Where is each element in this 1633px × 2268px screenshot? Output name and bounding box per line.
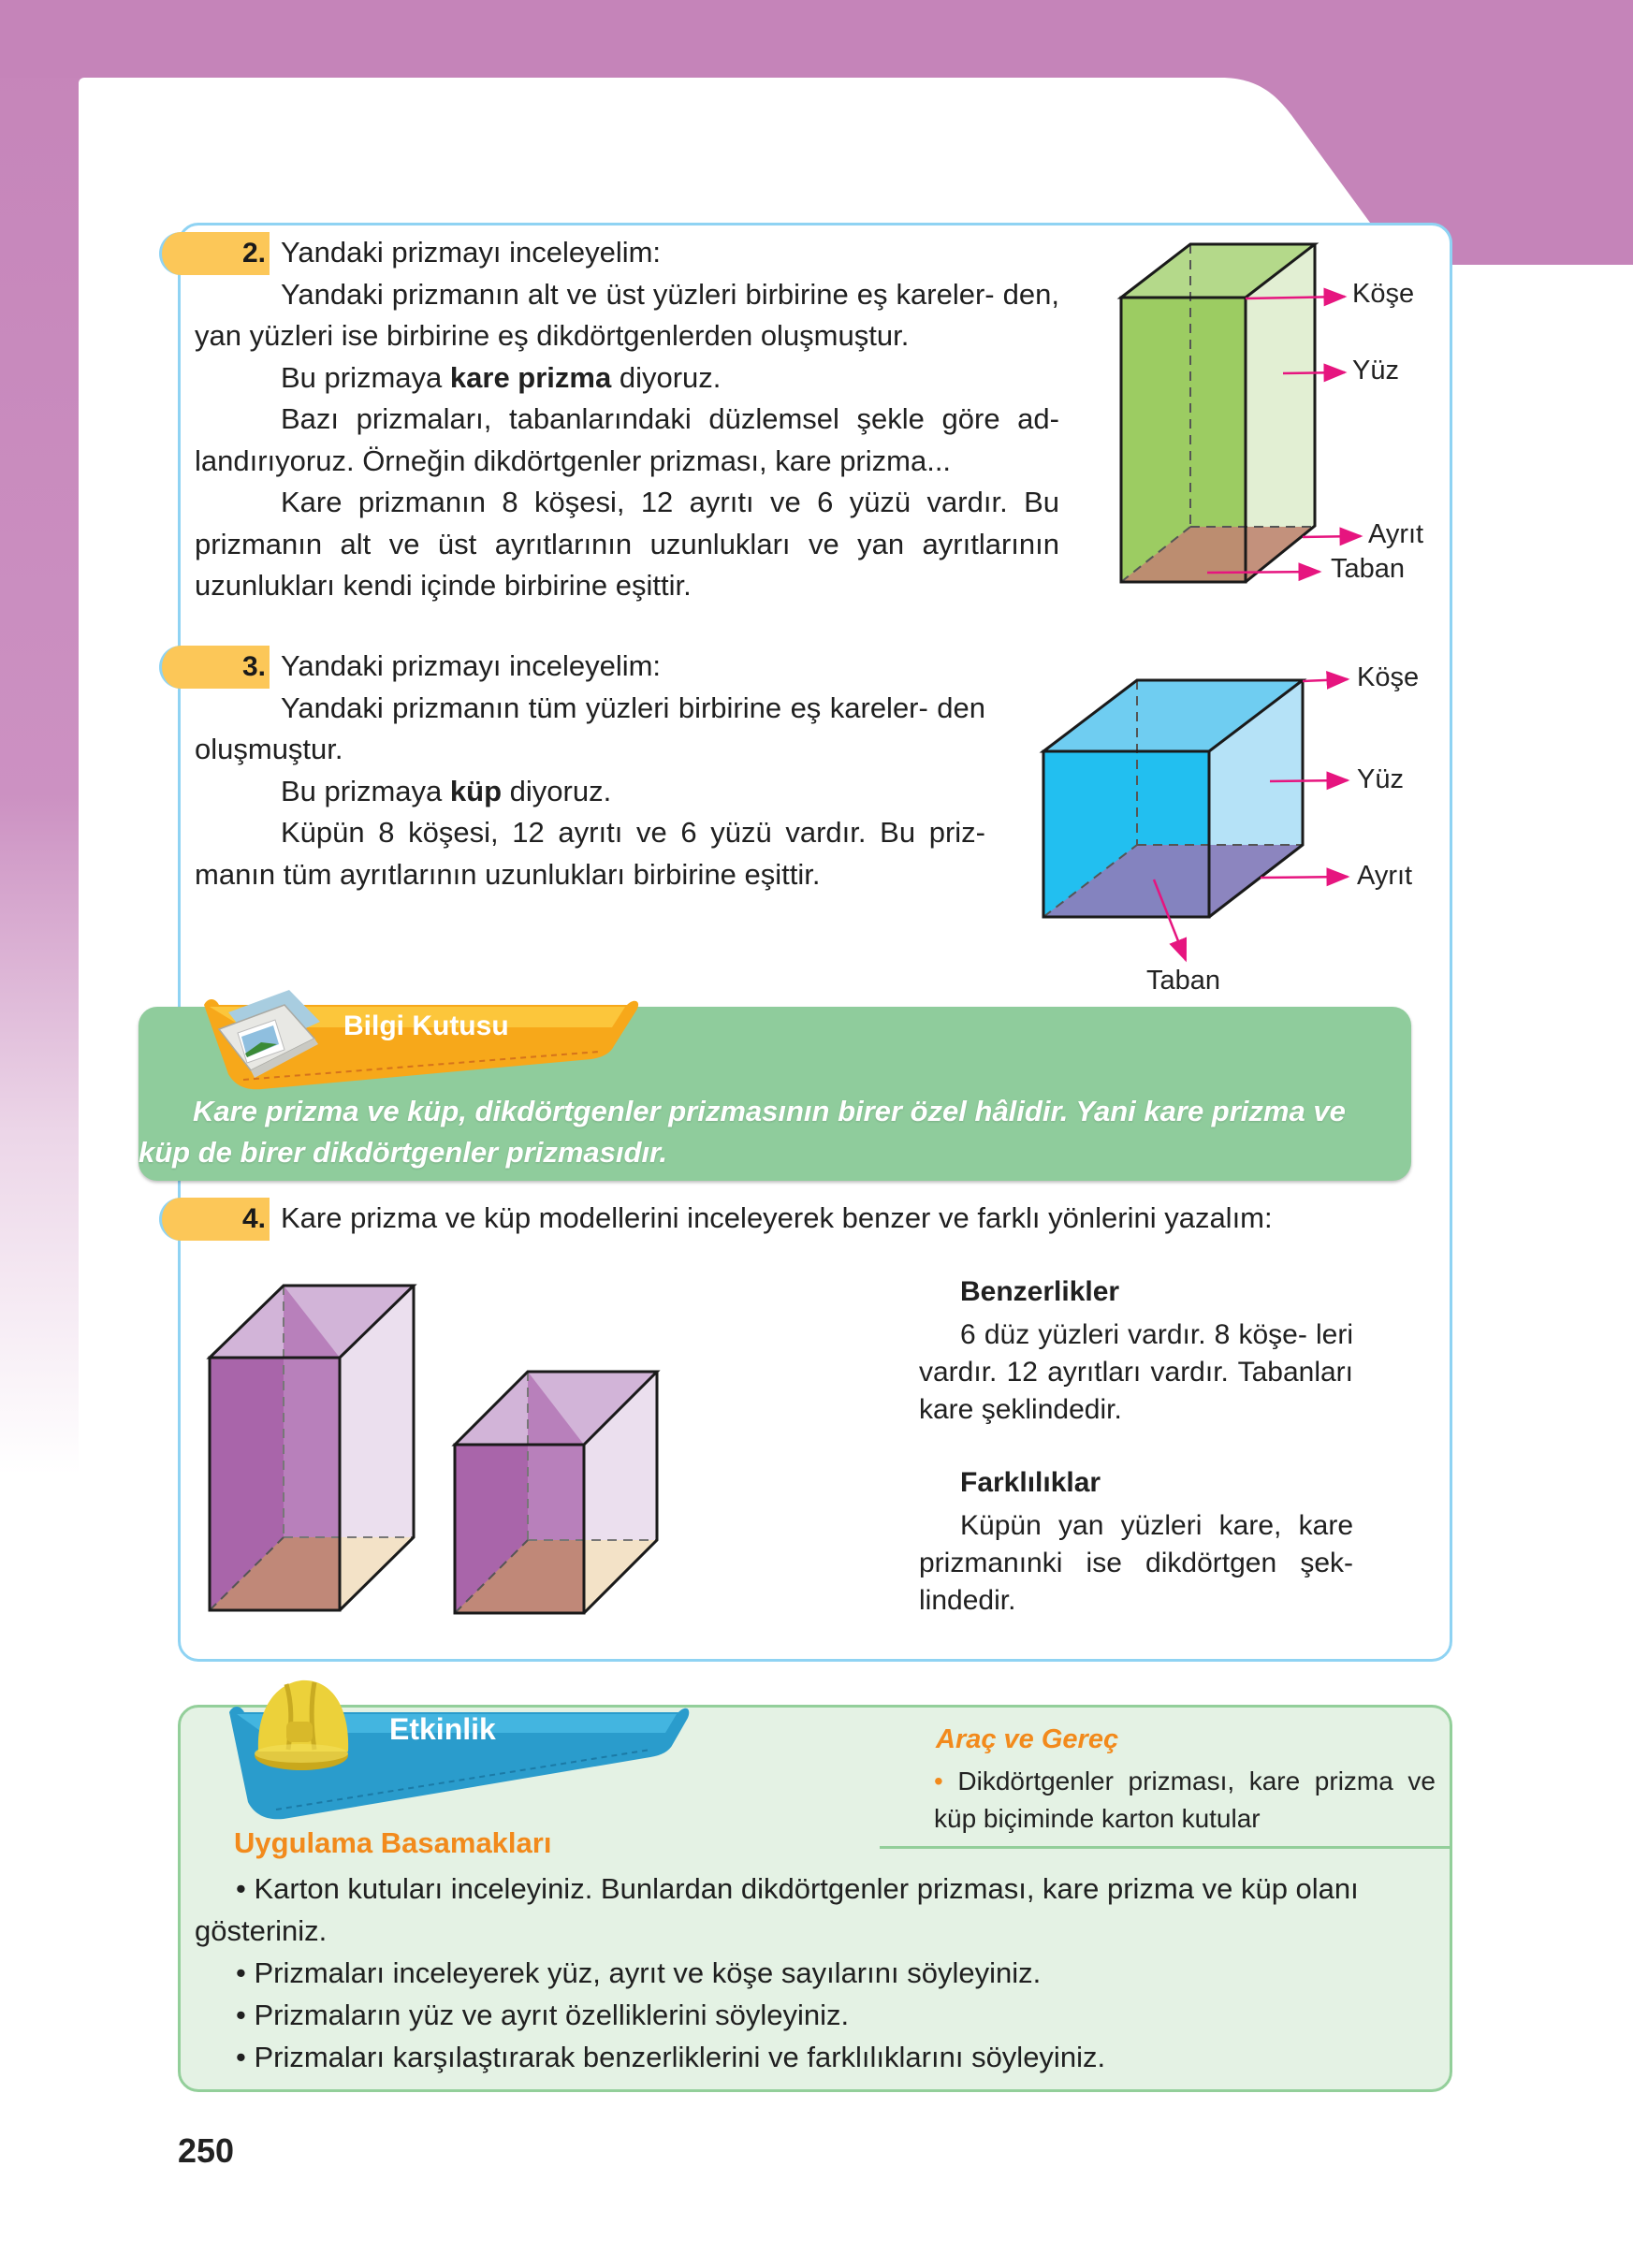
section-2-p1: Yandaki prizmanın alt ve üst yüzleri birbirine eş kareler- den, yan yüzleri ise birbirine eş dikdörtgenlerden oluşmuştur. [195, 277, 1059, 352]
step-item: • Karton kutuları inceleyiniz. Bunlardan dikdörtgenler prizması, kare prizma ve küp olanı gösteriniz. [195, 1872, 1359, 1947]
section-3-p2 [195, 771, 985, 813]
section-2-p3: Bazı prizmaları, tabanlarındaki düzlemsel şekle göre ad- landırıyoruz. Örneğin dikdörtgenler prizması, kare prizma... [195, 402, 1059, 477]
section-3-p1: Yandaki prizmanın tüm yüzleri birbirine eş kareler- den oluşmuştur. [195, 691, 985, 765]
label-taban-2: Taban [1146, 966, 1221, 996]
section-number-2: 2. [159, 232, 270, 275]
label-kose-2: Köşe [1357, 662, 1420, 692]
uygulama-basamaklari-title: Uygulama Basamakları [234, 1826, 552, 1859]
section-number-4: 4. [159, 1198, 270, 1241]
header-band [0, 0, 1633, 78]
farkliliklar-title: Farklılıklar [960, 1467, 1101, 1498]
arac-ve-gerec-title: Araç ve Gereç [936, 1724, 1119, 1754]
bilgi-kutusu-title: Bilgi Kutusu [343, 1010, 509, 1041]
etkinlik-title: Etkinlik [389, 1712, 496, 1746]
term-kup: küp [449, 774, 503, 807]
section-2-p4: Kare prizmanın 8 köşesi, 12 ayrıtı ve 6 yüzü vardır. Bu prizmanın alt ve üst ayrıtlarının uzunlukları ve yan ayrıtlarının uzunlukları kendi içinde birbirine eşittir. [195, 486, 1059, 602]
farkliliklar-text: Küpün yan yüzleri kare, kare prizmanınki ise dikdörtgen şek- lindedir. [919, 1510, 1353, 1616]
section-3-p3: Küpün 8 köşesi, 12 ayrıtı ve 6 yüzü vardır. Bu priz- manın tüm ayrıtlarının uzunlukları birbirine eşittir. [195, 816, 985, 891]
comparison-text [919, 1273, 1353, 1620]
label-yuz-2: Yüz [1357, 764, 1404, 794]
step-item: • Prizmaları karşılaştırarak benzerliklerini ve farklılıklarını söyleyiniz. [236, 2041, 1106, 2073]
section-3-p2-start: Bu prizmaya [281, 774, 450, 807]
section-2-p2-end: diyoruz. [611, 360, 722, 394]
section-2-p2 [195, 357, 1059, 400]
step-text: Prizmaları karşılaştırarak benzerliklerini ve farklılıklarını söyleyiniz. [254, 2041, 1106, 2073]
section-number-3: 3. [159, 646, 270, 689]
label-taban-1: Taban [1331, 554, 1406, 584]
benzerlikler-text: 6 düz yüzleri vardır. 8 köşe- leri vardır. 12 ayrıtları vardır. Tabanları kare şeklindedir. [919, 1319, 1353, 1425]
label-yuz-1: Yüz [1352, 356, 1399, 385]
label-ayrit-2: Ayrıt [1357, 861, 1413, 891]
term-kare-prizma: kare prizma [449, 360, 612, 394]
section-2-p2-start: Bu prizmaya [281, 360, 450, 394]
step-item: • Prizmaların yüz ve ayrıt özelliklerini söyleyiniz. [236, 1999, 850, 2031]
newspaper-photo-icon [210, 984, 331, 1087]
benzerlikler-title: Benzerlikler [960, 1276, 1120, 1307]
step-text: Karton kutuları inceleyiniz. Bunlardan dikdörtgenler prizması, kare prizma ve küp olanı gösteriniz. [195, 1872, 1359, 1947]
arac-divider [880, 1846, 1451, 1849]
section-4-intro: Kare prizma ve küp modellerini inceleyerek benzer ve farklı yönlerini yazalım: [281, 1201, 1273, 1234]
label-ayrit-1: Ayrıt [1368, 519, 1424, 549]
section-2-intro: Yandaki prizmayı inceleyelim: [281, 236, 662, 269]
label-kose-1: Köşe [1352, 279, 1415, 309]
uygulama-steps [195, 1868, 1449, 2078]
step-text: Prizmaları inceleyerek yüz, ayrıt ve köşe sayılarını söyleyiniz. [254, 1956, 1042, 1989]
section-3-text [195, 646, 985, 895]
bullet-dot: • [934, 1766, 958, 1796]
step-item: • Prizmaları inceleyerek yüz, ayrıt ve köşe sayılarını söyleyiniz. [236, 1956, 1042, 1989]
page-number: 250 [178, 2131, 235, 2170]
purple-prisms-figure [187, 1263, 824, 1628]
blue-cube-figure [1029, 646, 1451, 1001]
arac-item-text: Dikdörtgenler prizması, kare prizma ve küp biçiminde karton kutular [934, 1766, 1436, 1833]
step-text: Prizmaların yüz ve ayrıt özelliklerini söyleyiniz. [254, 1999, 850, 2031]
section-3-p2-end: diyoruz. [502, 774, 612, 807]
section-2-text [195, 232, 1059, 607]
bilgi-kutusu-text: Kare prizma ve küp, dikdörtgenler prizmasının birer özel hâlidir. Yani kare prizma ve küp de birer dikdörtgenler prizmasıdır. [139, 1095, 1346, 1169]
section-3-intro: Yandaki prizmayı inceleyelim: [281, 649, 662, 682]
hard-hat-icon [245, 1665, 357, 1778]
arac-item [934, 1763, 1436, 1838]
